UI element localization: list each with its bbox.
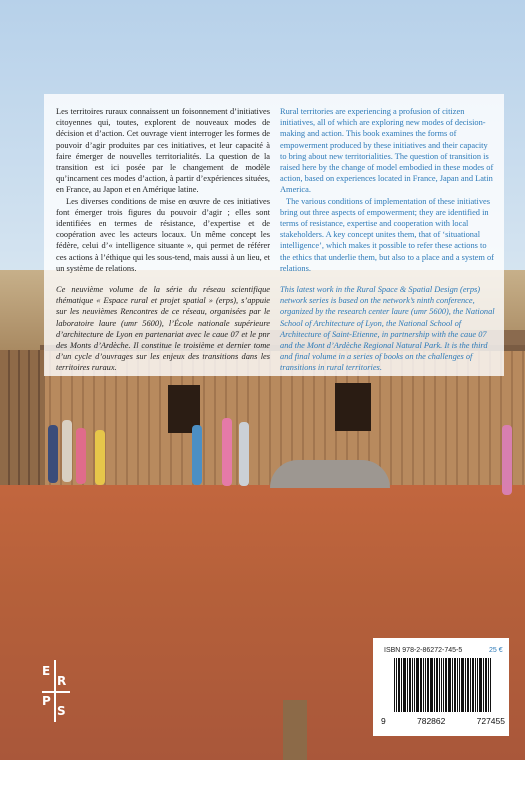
gravel-pile	[270, 460, 390, 488]
left-shed	[0, 350, 45, 490]
person	[95, 430, 105, 485]
english-text-column	[280, 106, 496, 374]
logo-letter-e: E	[42, 664, 51, 678]
barcode-digit-group-1: 782862	[416, 716, 446, 726]
person	[222, 418, 232, 486]
isbn-number: ISBN 978-2-86272-745-5	[384, 647, 463, 654]
english-paragraph-1: Rural territories are experiencing a profusion of citizen initiatives, all of which are exploring new modes of decision-making and action. This book examines the forms of empowerment produced by these initiatives and their capacity to bring about new territorialities. The question of transition is raised here by the change of model embodied in these modes of action, based on experiences located in France, Japan and Latin America.	[280, 107, 494, 195]
person	[48, 425, 58, 483]
logo-rule	[42, 691, 70, 693]
barcode-digit-lead: 9	[381, 716, 386, 726]
logo-letter-s: S	[57, 704, 66, 718]
person	[76, 428, 86, 484]
logo-letter-p: P	[42, 694, 51, 708]
barcode	[394, 658, 500, 712]
english-paragraph-3: This latest work in the Rural Space & Spatial Design (erps) network series is based on the network’s ninth conference, organized by the research center laure (umr 5600), the National School of Architecture of Lyon, the National School of Architecture of Saint-Etienne, in partnership with the caue 07 and the Mont d’Ardèche Regional Natural Park. It is the third and final volume in a series of books on the challenges of transitions in rural territories.	[280, 285, 495, 373]
french-paragraph-2: Les diverses conditions de mise en œuvre de ces initiatives font émerger trois figures du pouvoir d’agir ; elles sont identifiées en termes de résistance, d’expertise et de coopération avec les acteurs locaux. Un même concept les fédère, celui d’« intelligence situante », qui permet de référer ces actions à l’éthique qui les sous-tend, mais aussi à un lieu, et un système de relations.	[56, 196, 270, 273]
logo-letter-r: R	[57, 674, 67, 688]
person	[239, 422, 249, 486]
french-paragraph-3: Ce neuvième volume de la série du réseau scientifique thématique « Espace rural et projet spatial » (erps), s’appuie sur les neuvièmes Rencontres de ce réseau, organisées par le laboratoire laure (umr 5600), l’École nationale supérieure d’architecture de Lyon en partenariat avec le caue 07 et le pnr des Monts d’Ardèche. Il constitue le troisième et dernier tome d’un cycle d’ouvrages sur les enjeux des transitions dans les territoires ruraux.	[56, 285, 270, 373]
person	[192, 425, 202, 485]
price: 25 €	[489, 647, 503, 654]
person	[502, 425, 512, 495]
person	[62, 420, 72, 482]
barcode-digit-group-2: 727455	[476, 716, 505, 726]
erps-logo	[40, 660, 76, 728]
english-paragraph-2: The various conditions of implementation of these initiatives bring out three aspects of empowerment; they are identified in terms of resistance, expertise and cooperation with local stakeholders. A key concept unites them, that of ‘situational intelligence’, which makes it possible to refer these actions to the ethics that underlie them, but also to a place and a system of relations.	[280, 196, 494, 273]
french-text-column	[56, 106, 270, 374]
building-window	[335, 383, 371, 431]
wooden-post	[283, 700, 307, 760]
logo-rule	[54, 660, 56, 722]
barcode-digits	[381, 716, 505, 726]
french-paragraph-1: Les territoires ruraux connaissent un foisonnement d’initiatives citoyennes qui, toutes, explorent de nouveaux modes de décision et d’action. Cet ouvrage vient interroger les formes de pouvoir d’agir produites par ces initiatives, et leur capacité à faire émerger de nouvelles territorialités. La question de la transition est ici posée par le changement de modèle qu’incarnent ces modes d’action, à partir d’expériences situées, en France, au Japon et en Amérique latine.	[56, 107, 270, 195]
